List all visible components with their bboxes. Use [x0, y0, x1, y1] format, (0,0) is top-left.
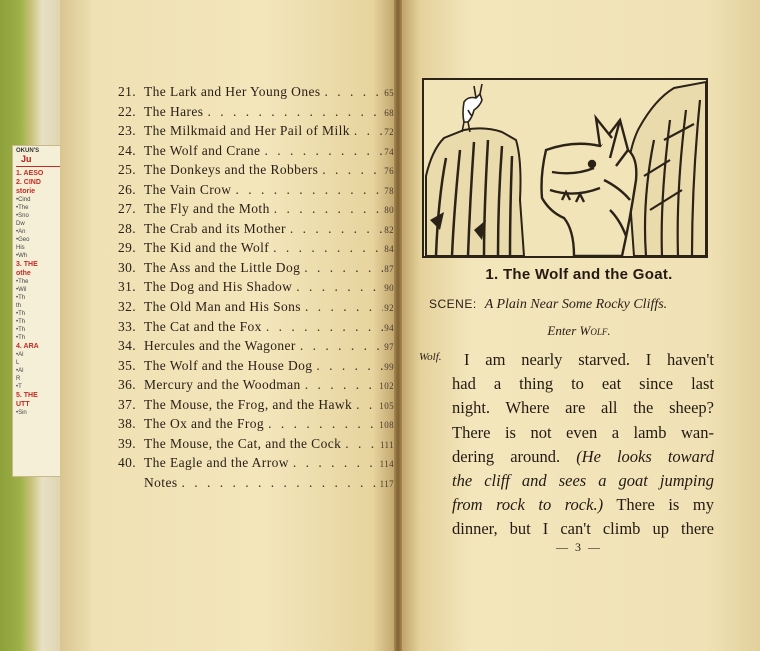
toc-entry-title: The Dog and His Shadow	[144, 279, 293, 295]
toc-leader-dots	[290, 221, 383, 237]
stage-direction-enter	[398, 323, 760, 339]
toc-entry-title: The Ox and the Frog	[144, 416, 265, 432]
catalog-line: 5. THE	[16, 392, 38, 399]
wolf-goat-illustration	[422, 78, 708, 258]
catalog-line: •Cind	[16, 197, 31, 203]
toc-entry	[118, 260, 394, 280]
illustration-drawing	[424, 80, 706, 256]
catalog-line: •The	[16, 279, 29, 285]
toc-entry-number: 25.	[118, 162, 137, 178]
toc-entry	[118, 279, 394, 299]
catalog-line: Dw	[16, 221, 25, 227]
dialogue-text: dering around.	[452, 446, 577, 466]
toc-entry-page: 87	[384, 263, 394, 274]
toc-leader-dots	[182, 475, 379, 491]
toc-entry-title: The Wolf and the House Dog	[144, 357, 313, 373]
dialogue-line	[452, 445, 714, 469]
toc-entry	[118, 162, 394, 182]
catalog-line: th	[16, 303, 22, 309]
toc-entry	[118, 84, 394, 104]
toc-entry	[118, 201, 394, 221]
toc-leader-dots	[264, 143, 383, 159]
catalog-line: UTT	[16, 401, 30, 408]
toc-leader-dots	[356, 397, 378, 413]
toc-entry-page: 111	[379, 439, 394, 450]
toc-entry	[118, 436, 394, 456]
toc-entry-number: 27.	[118, 201, 137, 217]
dialogue-paragraph	[452, 348, 714, 542]
toc-leader-dots	[235, 182, 383, 198]
toc-entry-title: The Wolf and Crane	[144, 142, 261, 158]
catalog-line: •The	[16, 205, 29, 211]
toc-entry-page: 84	[384, 244, 394, 255]
stage-direction-text: (He looks toward	[576, 446, 714, 466]
toc-entry	[118, 475, 394, 495]
dialogue-text: There is not even a lamb wan-	[452, 422, 714, 442]
toc-entry-number: 26.	[118, 181, 137, 197]
dialogue-text: There is my	[603, 495, 714, 515]
dialogue-line	[452, 517, 714, 541]
toc-entry-number: 32.	[118, 299, 137, 315]
toc-entry	[118, 319, 394, 339]
stage-direction-text: from rock to rock.)	[452, 495, 604, 515]
catalog-line: R	[16, 376, 21, 382]
toc-entry-title: The Donkeys and the Robbers	[144, 162, 319, 178]
catalog-line: •T	[16, 384, 22, 390]
toc-entry-page: 65	[384, 88, 394, 98]
catalog-line: 1. AESO	[16, 170, 44, 177]
toc-entry-number: 24.	[118, 142, 137, 158]
toc-entry-number: 33.	[118, 318, 137, 334]
catalog-line: •Th	[16, 327, 26, 333]
scene-line	[429, 297, 729, 313]
page-number: — 3 —	[556, 540, 602, 554]
toc-entry-title: Notes	[144, 474, 178, 490]
toc-entry	[118, 377, 394, 397]
toc-entry-page: 97	[384, 342, 394, 353]
toc-entry-page: 108	[379, 420, 394, 431]
catalog-line: •Th	[16, 335, 26, 341]
catalog-line: •Th	[16, 311, 26, 317]
toc-entry-page: 99	[384, 361, 394, 372]
toc-entry-number: 38.	[118, 416, 137, 432]
catalog-line: •Al	[16, 352, 24, 358]
catalog-heading: Ju	[21, 154, 32, 164]
scene-label: SCENE:	[429, 297, 477, 311]
toc-entry-number: 39.	[118, 435, 137, 451]
toc-entry-page: 114	[379, 459, 394, 470]
catalog-line: •Wil	[16, 287, 27, 293]
toc-entry-page: 72	[384, 127, 394, 138]
toc-entry-title: The Mouse, the Frog, and the Hawk	[144, 396, 353, 412]
toc-leader-dots	[293, 455, 379, 471]
dialogue-line	[452, 348, 714, 372]
toc-leader-dots	[296, 279, 383, 295]
toc-entry	[118, 338, 394, 358]
toc-leader-dots	[322, 162, 383, 178]
toc-entry	[118, 358, 394, 378]
catalog-line: •An	[16, 229, 26, 235]
toc-entry	[118, 182, 394, 202]
catalog-line: •Th	[16, 295, 26, 301]
toc-entry-number: 40.	[118, 455, 137, 471]
toc-entry-page: 82	[384, 224, 394, 235]
toc-entry	[118, 240, 394, 260]
speaker-label: Wolf.	[419, 351, 442, 363]
story-title: 1. The Wolf and the Goat.	[485, 266, 673, 283]
toc-leader-dots	[274, 201, 383, 217]
toc-entry	[118, 397, 394, 417]
toc-entry-page: 80	[384, 205, 394, 216]
catalog-line: His	[16, 245, 25, 251]
toc-entry-page: 76	[384, 166, 394, 177]
toc-entry-title: The Crab and its Mother	[144, 220, 286, 236]
toc-leader-dots	[273, 240, 383, 256]
toc-entry-number: 35.	[118, 357, 137, 373]
toc-leader-dots	[305, 377, 379, 393]
toc-leader-dots	[316, 358, 383, 374]
toc-entry	[118, 416, 394, 436]
toc-entry	[118, 104, 394, 124]
enter-character: Wolf.	[579, 323, 611, 338]
toc-entry-title: Mercury and the Woodman	[144, 377, 301, 393]
toc-entry-number: 37.	[118, 396, 137, 412]
toc-leader-dots	[268, 416, 378, 432]
toc-leader-dots	[207, 104, 383, 120]
catalog-line: L	[16, 360, 20, 366]
toc-entry-number: 23.	[118, 123, 137, 139]
dialogue-text: dinner, but I can't climb up there	[452, 519, 714, 539]
toc-leader-dots	[300, 338, 383, 354]
toc-entry-page: 90	[384, 283, 394, 294]
catalog-line: 2. CIND	[16, 179, 41, 186]
catalog-line: 3. THE	[16, 261, 38, 268]
catalog-publisher: OKUN'S	[16, 148, 40, 154]
toc-entry	[118, 123, 394, 143]
toc-entry-number: 21.	[118, 84, 137, 99]
toc-entry-title: The Lark and Her Young Ones	[144, 84, 321, 99]
toc-entry-page: 117	[379, 478, 394, 489]
toc-entry-title: The Fly and the Moth	[144, 201, 270, 217]
toc-entry-title: The Hares	[144, 103, 204, 119]
dialogue-line	[452, 493, 714, 517]
catalog-line: •Sin	[16, 410, 27, 416]
toc-entry	[118, 221, 394, 241]
dialogue-line	[452, 396, 714, 420]
dialogue-text: I am nearly starved. I haven't	[464, 350, 714, 369]
toc-entry-title: The Cat and the Fox	[144, 318, 262, 334]
toc-leader-dots	[354, 123, 383, 139]
toc-entry	[118, 455, 394, 475]
dialogue-line	[452, 469, 714, 493]
dialogue-text: night. Where are all the sheep?	[452, 398, 714, 418]
toc-entry-number: 36.	[118, 377, 137, 393]
catalog-line: •Th	[16, 319, 26, 325]
dialogue-line	[452, 421, 714, 445]
toc-entry-title: The Mouse, the Cat, and the Cock	[144, 435, 342, 451]
toc-leader-dots	[304, 260, 383, 276]
catalog-line: •Geo	[16, 237, 30, 243]
toc-entry-title: Hercules and the Wagoner	[144, 338, 296, 354]
toc-entry-title: The Eagle and the Arrow	[144, 455, 289, 471]
toc-leader-dots	[266, 319, 383, 335]
toc-entry-title: The Milkmaid and Her Pail of Milk	[144, 123, 350, 139]
toc-entry-title: The Vain Crow	[144, 181, 232, 197]
toc-entry	[118, 143, 394, 163]
toc-entry-number: 30.	[118, 259, 137, 275]
toc-entry	[118, 299, 394, 319]
toc-entry-page: 92	[384, 303, 394, 314]
toc-entry-number: 34.	[118, 338, 137, 354]
toc-entry-number: 22.	[118, 103, 137, 119]
toc-leader-dots	[325, 84, 384, 100]
toc-entry-title: The Kid and the Wolf	[144, 240, 270, 256]
catalog-line: 4. ARA	[16, 343, 39, 350]
enter-word: Enter	[547, 323, 577, 338]
toc-entry-page: 102	[379, 381, 394, 392]
toc-entry-number: 31.	[118, 279, 137, 295]
catalog-line: •Wh	[16, 253, 28, 259]
stage-direction-text: the cliff and sees a goat jumping	[452, 471, 714, 491]
catalog-line: storie	[16, 188, 36, 195]
toc-entry-title: The Ass and the Little Dog	[144, 259, 301, 275]
catalog-line: •Al	[16, 368, 24, 374]
scene-text: A Plain Near Some Rocky Cliffs.	[484, 297, 668, 312]
toc-entry-number: 28.	[118, 220, 137, 236]
toc-entry-page: 105	[379, 400, 394, 411]
toc-entry-number: 29.	[118, 240, 137, 256]
toc-entry-page: 68	[384, 107, 394, 118]
dialogue-text: had a thing to eat since last	[452, 374, 714, 394]
toc-leader-dots	[305, 299, 383, 315]
toc-entry-page: 94	[384, 322, 394, 333]
toc-entry-page: 74	[384, 146, 394, 157]
catalog-line: •Sno	[16, 213, 29, 219]
dialogue-line	[452, 372, 714, 396]
toc-leader-dots	[345, 436, 379, 452]
toc-entry-page: 78	[384, 185, 394, 196]
table-of-contents	[118, 84, 394, 494]
catalog-line: othe	[16, 270, 31, 277]
toc-entry-title: The Old Man and His Sons	[144, 299, 301, 315]
